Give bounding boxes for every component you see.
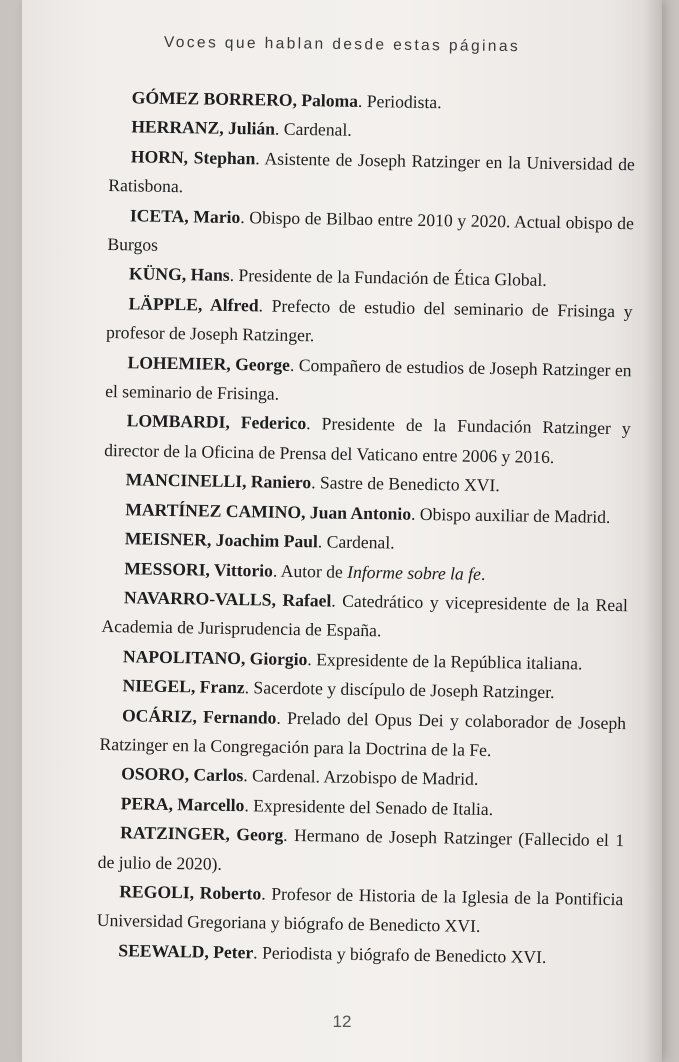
entry-description-text: . Sacerdote y discípulo de Joseph Ratzinger.	[244, 677, 555, 703]
entry-name: NAVARRO-VALLS, Rafael	[123, 587, 332, 611]
entry-description	[230, 265, 547, 290]
running-head: Voces que hablan desde estas páginas	[163, 33, 521, 56]
entry-description-text: . Expresidente de la República italiana.	[307, 648, 583, 674]
entry-name: MANCINELLI, Raniero	[125, 469, 312, 493]
entry-description-text: . Presidente de la Fundación Ratzinger y director de la Oficina de Prensa del Vaticano entre 2006 y 2016.	[104, 413, 631, 467]
entry	[107, 201, 634, 268]
entry	[106, 289, 633, 356]
entry-description-text: . Hermano de Joseph Ratzinger (Fallecido el 1 de julio de 2020).	[97, 824, 625, 874]
entry-name: SEEWALD, Peter	[118, 940, 254, 963]
entry-description-text: . Periodista y biógrafo de Benedicto XVI.	[253, 942, 547, 967]
entry-description	[275, 119, 352, 140]
entry-description	[358, 91, 442, 112]
entry-description-text: . Prelado del Opus Dei y colaborador de Joseph Ratzinger en la Congregación para la Doctrina de la Fe.	[99, 707, 627, 761]
entry-name: LOHEMIER, George	[127, 351, 291, 375]
entry-name: RATZINGER, Georg	[120, 822, 284, 845]
entry-description	[311, 472, 500, 495]
entry	[98, 818, 625, 885]
entry-description-text: . Expresidente del Senado de Italia.	[244, 794, 494, 819]
entry-description	[318, 531, 395, 552]
entry	[97, 877, 624, 944]
entry-name: LÄPPLE, Alfred	[128, 293, 259, 316]
entry-description	[243, 766, 478, 790]
entry-name: MARTÍNEZ CAMINO, Juan Antonio	[125, 498, 412, 524]
entry-name: GÓMEZ BORRERO, Paloma	[131, 87, 359, 111]
entry	[104, 406, 631, 473]
entry-description	[245, 677, 555, 702]
entry-name: HORN, Stephan	[130, 146, 256, 169]
page-edge-shadow	[644, 0, 662, 1062]
entry-name: PERA, Marcello	[120, 793, 245, 815]
entry	[108, 142, 635, 209]
book-page	[22, 0, 662, 1062]
page-number: 12	[332, 1012, 352, 1031]
entry	[105, 348, 632, 415]
entry-book-title: Informe sobre la fe	[347, 561, 482, 584]
entry-description-text: . Periodista.	[357, 90, 442, 113]
entry-name: ICETA, Mario	[129, 204, 241, 227]
entry	[99, 700, 626, 767]
entry-description-text: . Compañero de estudios de Joseph Ratzinger en el seminario de Frisinga.	[105, 354, 632, 404]
entries-list	[96, 83, 636, 973]
entry-description-text: . Catedrático y vicepresidente de la Real Academia de Jurisprudencia de España.	[101, 590, 629, 641]
entry-name: NAPOLITANO, Giorgio	[122, 645, 308, 669]
entry-description-text: . Asistente de Joseph Ratzinger en la Universidad de Ratisbona.	[108, 148, 635, 197]
entry-description-text: . Cardenal. Arzobispo de Madrid.	[243, 765, 479, 790]
entry-description	[307, 649, 582, 673]
entry-description	[244, 795, 493, 819]
entry-description-text: . Cardenal.	[274, 119, 352, 141]
entry-description	[273, 560, 486, 583]
entry-name: REGOLI, Roberto	[119, 881, 262, 904]
entry-description-text: . Presidente de la Fundación de Ética Global.	[229, 265, 547, 291]
entry-description-text: . Profesor de Historia de la Iglesia de la Pontificia Universidad Gregoriana y biógrafo de Benedicto XVI.	[96, 883, 624, 937]
entry-description-text: . Autor de	[272, 560, 348, 582]
entry-name: MEISNER, Joachim Paul	[124, 528, 319, 552]
entry-name: LOMBARDI, Federico	[126, 410, 307, 434]
entry-description	[253, 942, 546, 967]
entry-description-text: . Cardenal.	[317, 531, 395, 553]
entry-description-text: . Obispo auxiliar de Madrid.	[410, 503, 611, 527]
entry-name: KÜNG, Hans	[128, 263, 230, 286]
entry-description	[411, 503, 611, 526]
entry-name: OSORO, Carlos	[120, 763, 244, 786]
entry-description-text: . Obispo de Bilbao entre 2010 y 2020. Actual obispo de Burgos	[107, 206, 635, 255]
entry-name: OCÁRIZ, Fernando	[121, 704, 277, 728]
entry-description-end: .	[480, 563, 486, 584]
entry	[101, 583, 628, 650]
entry-name: HERRANZ, Julián	[131, 116, 276, 140]
entry-description-text: . Prefecto de estudio del seminario de Frisinga y profesor de Joseph Ratzinger.	[105, 295, 633, 346]
entry-name: MESSORI, Vittorio	[124, 557, 274, 581]
entry-name: NIEGEL, Franz	[122, 675, 245, 698]
entry-description-text: . Sastre de Benedicto XVI.	[310, 472, 500, 496]
